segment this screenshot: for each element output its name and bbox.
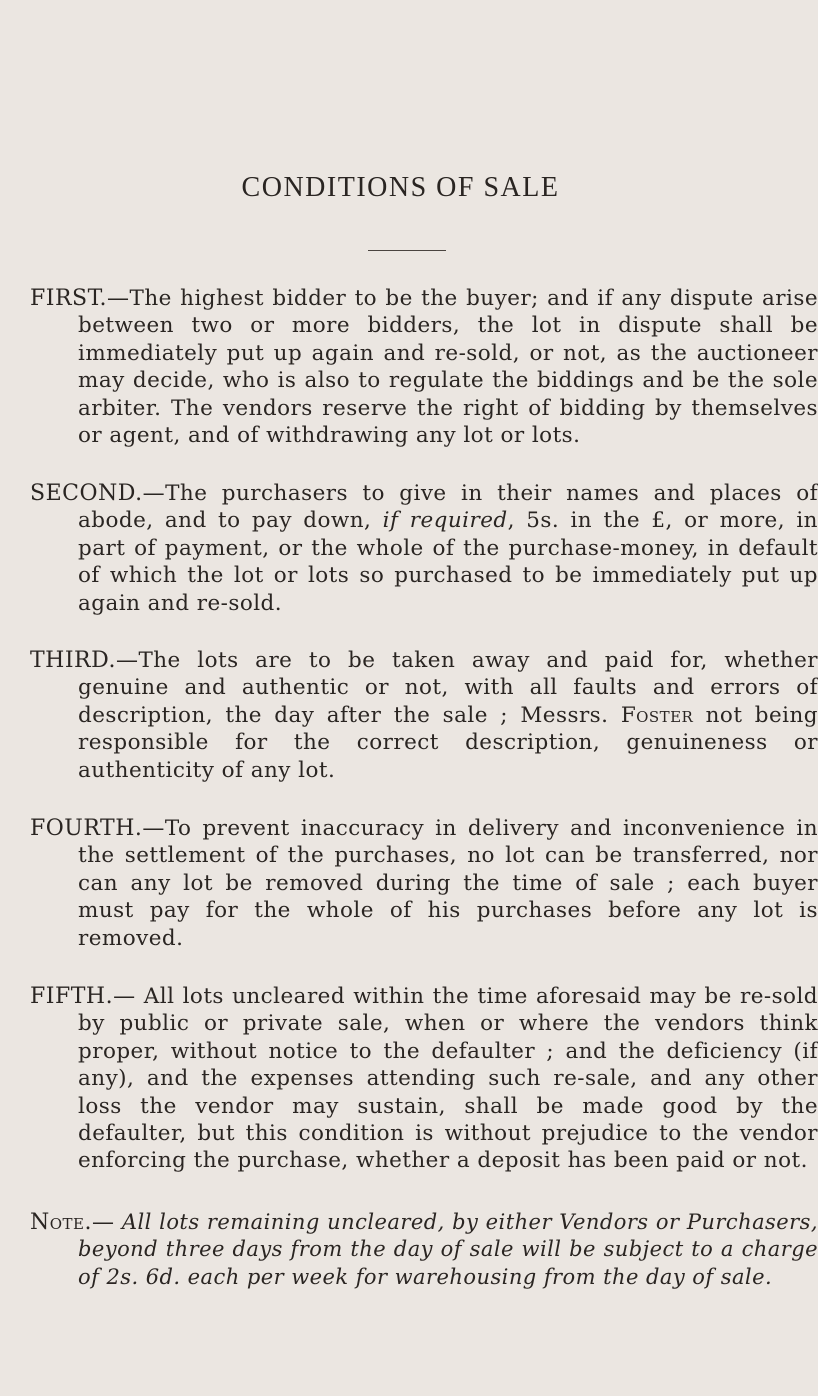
title-divider bbox=[368, 250, 446, 251]
condition-text-part: The lots are to be taken away and paid for, whether genuine and authentic or not, with all faults and errors of description, the day after the sale ; Messrs. bbox=[78, 648, 818, 728]
condition-text: The highest bidder to be the buyer; and if any dispute arise between two or more bidders, the lot in dispute shall be immediately put up again and re-sold, or not, as the auctioneer may decide, who is also to regulate the biddings and be the sole arbiter. The vendors reserve the right of bidding by themselves or agent, and of withdrawing any lot or lots. bbox=[78, 286, 818, 449]
condition-text bbox=[78, 648, 818, 783]
condition-first bbox=[30, 285, 818, 449]
condition-text-part: not being responsible for the correct description, genuineness or authenticity of any lot. bbox=[78, 702, 818, 783]
condition-third bbox=[30, 647, 818, 784]
note-text: All lots remaining uncleared, by either Vendors or Purchasers, beyond three days from the day of sale will be subject to a charge of 2s. 6d. each per week for warehousing from the day of sale. bbox=[78, 1210, 818, 1289]
condition-text-part: , 5s. in the £, or more, in part of payment, or the whole of the purchase-money, in default of which the lot or lots so purchased to be immediately put up again and re-sold. bbox=[78, 508, 818, 616]
condition-text: To prevent inaccuracy in delivery and inconvenience in the settlement of the purchases, no lot can be transferred, nor can any lot be removed during the time of sale ; each buyer must pay for the whole of his purchases before any lot is removed. bbox=[78, 816, 818, 951]
condition-text-part: The purchasers to give in their names and places of abode, and to pay down, bbox=[78, 481, 818, 534]
page-title: CONDITIONS OF SALE bbox=[241, 172, 560, 203]
condition-ordinal: FIRST.— bbox=[30, 286, 130, 311]
condition-fourth bbox=[30, 815, 818, 952]
auctioneer-name: Foster bbox=[620, 702, 694, 728]
condition-ordinal: FOURTH.— bbox=[30, 816, 165, 841]
condition-ordinal: FIFTH.— bbox=[30, 984, 136, 1009]
condition-ordinal: THIRD.— bbox=[30, 648, 139, 673]
note-label: Note.— bbox=[30, 1210, 115, 1235]
condition-fifth bbox=[30, 983, 818, 1175]
condition-italic-phrase: if required bbox=[382, 508, 508, 534]
condition-ordinal: SECOND.— bbox=[30, 481, 166, 506]
condition-text bbox=[78, 481, 818, 616]
condition-second bbox=[30, 480, 818, 617]
condition-text: All lots uncleared within the time aforesaid may be re-sold by public or private sale, when or where the vendors think proper, without notice to the defaulter ; and the deficiency (if any), and the expenses attending such re-sale, and any other loss the vendor may sustain, shall be made good by the defaulter, but this condition is without prejudice to the vendor enforcing the purchase, whether a deposit has been paid or not. bbox=[78, 984, 818, 1174]
sale-note bbox=[30, 1209, 818, 1291]
